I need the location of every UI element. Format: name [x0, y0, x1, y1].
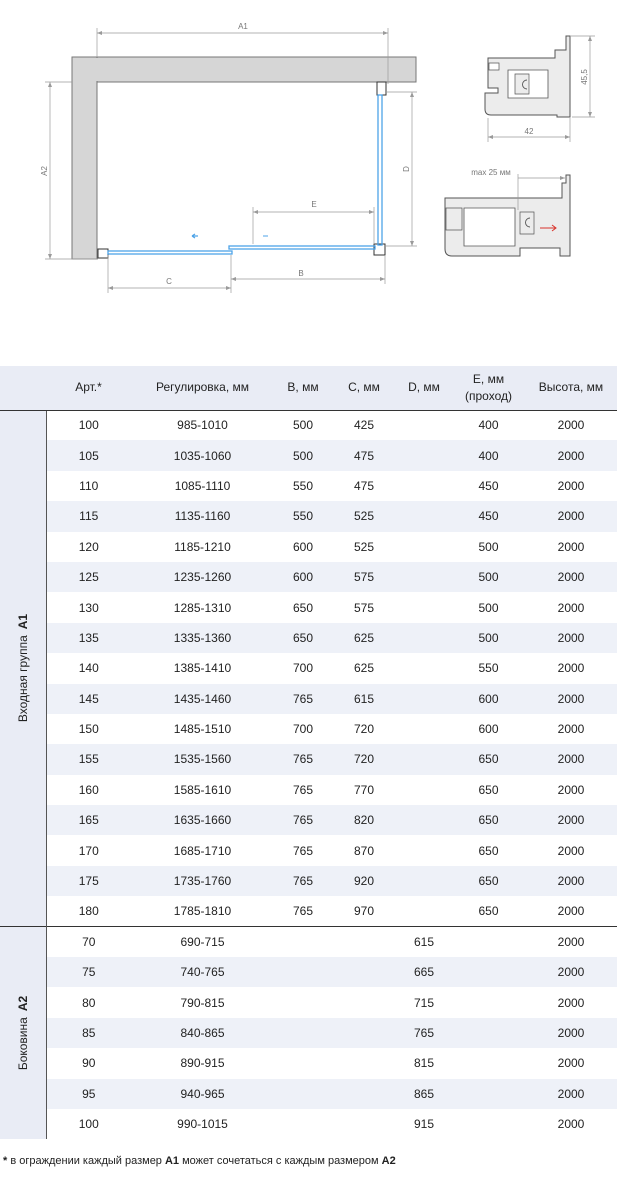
cell-b: 550 — [274, 501, 332, 531]
cell-adjust: 1235-1260 — [131, 562, 274, 592]
header-d: D, мм — [396, 366, 452, 410]
dim-a2-label: A2 — [40, 166, 49, 176]
cell-c: 575 — [353, 600, 375, 615]
cell-b: 550 — [292, 478, 314, 493]
cell-e: 650 — [478, 782, 499, 797]
cell-c: 475 — [332, 440, 396, 470]
cell-b: 700 — [292, 661, 314, 676]
cell-h: 2000 — [557, 418, 585, 433]
footnote-text-1: в ограждении каждый размер — [7, 1155, 165, 1167]
cell-art: 175 — [46, 866, 131, 896]
cell-b: 765 — [274, 684, 332, 714]
cell-adjust: 790-815 — [180, 995, 225, 1010]
table-row — [0, 1109, 617, 1139]
cell-h: 2000 — [525, 501, 617, 531]
cell-c: 970 — [353, 904, 375, 919]
cell-d — [396, 410, 452, 440]
cell-b: 600 — [292, 539, 314, 554]
cell-e: 650 — [452, 744, 525, 774]
cell-d: 865 — [396, 1079, 452, 1109]
cell-h: 2000 — [557, 904, 585, 919]
cell-art: 85 — [46, 1018, 131, 1048]
cell-c: 615 — [332, 684, 396, 714]
dim-b-label: B — [298, 269, 304, 278]
cell-c — [332, 1018, 396, 1048]
cell-d: 665 — [396, 957, 452, 987]
profile-width-label: 42 — [524, 127, 534, 136]
table-row — [0, 532, 617, 562]
group-label-a2 — [0, 927, 46, 1140]
glass-panels — [108, 95, 382, 254]
header-e-line2: (проход) — [465, 388, 512, 403]
cell-e: 600 — [478, 722, 499, 737]
cell-c: 525 — [353, 539, 375, 554]
dim-d-label: D — [402, 166, 411, 172]
cell-d: 715 — [413, 995, 435, 1010]
profile-height-label: 45,5 — [580, 69, 589, 85]
cell-e: 400 — [478, 418, 499, 433]
group-code: A1 — [15, 614, 30, 630]
cell-art: 150 — [78, 722, 99, 737]
cell-adjust: 890-915 — [180, 1056, 225, 1071]
table-row — [0, 987, 617, 1017]
profile-max-label: max 25 мм — [471, 168, 511, 177]
cell-e: 600 — [452, 684, 525, 714]
cell-art: 120 — [78, 539, 99, 554]
group-label-text — [16, 996, 30, 1070]
cell-adjust: 1535-1560 — [131, 744, 274, 774]
cell-b — [274, 1018, 332, 1048]
cell-b: 765 — [292, 904, 314, 919]
cell-e: 650 — [452, 805, 525, 835]
cell-b: 765 — [274, 744, 332, 774]
cell-d — [396, 805, 452, 835]
cell-h: 2000 — [525, 866, 617, 896]
cell-h: 2000 — [557, 1056, 585, 1071]
cell-c: 625 — [332, 623, 396, 653]
cell-e: 500 — [452, 623, 525, 653]
cell-c: 920 — [332, 866, 396, 896]
cell-adjust: 1285-1310 — [173, 600, 232, 615]
cell-b: 765 — [274, 805, 332, 835]
cell-art: 100 — [78, 418, 99, 433]
cell-d — [396, 744, 452, 774]
cell-art: 140 — [78, 661, 99, 676]
cell-c: 870 — [353, 843, 375, 858]
cell-c — [332, 1079, 396, 1109]
cell-e — [452, 1079, 525, 1109]
cell-h: 2000 — [525, 805, 617, 835]
cell-art: 135 — [46, 623, 131, 653]
group-label-text — [16, 614, 30, 722]
cell-e — [452, 1018, 525, 1048]
table-row — [0, 653, 617, 683]
table-row — [0, 562, 617, 592]
table-row — [0, 1048, 617, 1078]
cell-art: 165 — [46, 805, 131, 835]
cell-e: 650 — [452, 866, 525, 896]
header-e — [452, 366, 525, 410]
cell-adjust: 1035-1060 — [131, 440, 274, 470]
table-row — [0, 957, 617, 987]
header-b: B, мм — [274, 366, 332, 410]
cell-adjust: 1435-1460 — [131, 684, 274, 714]
header-c: C, мм — [332, 366, 396, 410]
table-row — [0, 410, 617, 440]
cell-adjust: 840-865 — [131, 1018, 274, 1048]
cell-h: 2000 — [557, 539, 585, 554]
cell-e — [452, 1109, 525, 1139]
cell-h: 2000 — [525, 957, 617, 987]
cell-e: 450 — [452, 501, 525, 531]
table-row — [0, 775, 617, 805]
cell-art: 95 — [46, 1079, 131, 1109]
header-group-cell — [0, 366, 46, 410]
cell-d — [396, 471, 452, 501]
cell-c: 820 — [332, 805, 396, 835]
cell-adjust: 1185-1210 — [174, 539, 231, 554]
table-row — [0, 744, 617, 774]
cell-art: 130 — [78, 600, 99, 615]
cell-c: 475 — [353, 478, 375, 493]
footnote — [3, 1155, 396, 1167]
cell-adjust: 940-965 — [131, 1079, 274, 1109]
cell-b: 765 — [292, 843, 314, 858]
cell-art: 105 — [46, 440, 131, 470]
cell-d: 765 — [396, 1018, 452, 1048]
cell-h: 2000 — [525, 440, 617, 470]
cell-adjust: 985-1010 — [177, 418, 228, 433]
cell-art: 180 — [78, 904, 99, 919]
table-row — [0, 471, 617, 501]
header-adjust: Регулировка, мм — [131, 366, 274, 410]
footnote-star: * — [3, 1155, 8, 1167]
cell-d — [396, 866, 452, 896]
table-row — [0, 623, 617, 653]
footnote-a2: A2 — [381, 1155, 396, 1167]
cell-b — [274, 1109, 332, 1139]
table-row — [0, 440, 617, 470]
cell-art: 160 — [78, 782, 99, 797]
cell-e: 450 — [478, 478, 499, 493]
top-right-fitting — [377, 82, 386, 95]
cell-h: 2000 — [557, 782, 585, 797]
cell-art: 70 — [46, 927, 131, 957]
cell-art: 90 — [82, 1056, 96, 1071]
cell-e: 500 — [478, 539, 499, 554]
cell-d — [396, 714, 452, 744]
cell-b: 500 — [274, 440, 332, 470]
group-name: Боковина — [15, 1017, 30, 1071]
cell-d — [396, 684, 452, 714]
cell-art: 80 — [82, 995, 96, 1010]
group-name: Входная группа — [15, 635, 30, 723]
profile-detail-top — [485, 36, 595, 142]
cell-c: 720 — [332, 744, 396, 774]
group-label-a1 — [0, 410, 46, 927]
cell-d — [396, 623, 452, 653]
cell-h: 2000 — [525, 684, 617, 714]
cell-d — [396, 440, 452, 470]
cell-adjust: 1785-1810 — [173, 904, 232, 919]
header-e-line1: E, мм — [472, 371, 505, 386]
table-row — [0, 927, 617, 957]
cell-h: 2000 — [525, 623, 617, 653]
cell-adjust: 1635-1660 — [131, 805, 274, 835]
cell-d: 815 — [413, 1056, 435, 1071]
cell-c — [332, 1109, 396, 1139]
wall-outline — [72, 57, 416, 259]
cell-c — [332, 987, 396, 1017]
table-row — [0, 896, 617, 926]
cell-c — [332, 957, 396, 987]
cell-art: 155 — [46, 744, 131, 774]
cell-b: 650 — [292, 600, 314, 615]
cell-adjust: 1735-1760 — [131, 866, 274, 896]
cell-d — [396, 896, 452, 926]
cell-c: 720 — [353, 722, 375, 737]
door-arrow-icon — [192, 234, 198, 238]
cell-h: 2000 — [557, 600, 585, 615]
cell-b: 500 — [292, 418, 314, 433]
cell-art: 115 — [46, 501, 131, 531]
cell-adjust: 990-1015 — [177, 1117, 228, 1132]
table-row — [0, 1079, 617, 1109]
cell-e: 500 — [452, 562, 525, 592]
table-row — [0, 592, 617, 622]
cell-adjust: 740-765 — [131, 957, 274, 987]
cell-e — [452, 957, 525, 987]
header-art: Арт.* — [46, 366, 131, 410]
cell-adjust: 1085-1110 — [174, 478, 231, 493]
cell-e — [452, 1048, 525, 1078]
dim-c-label: C — [166, 277, 172, 286]
cell-adjust: 1685-1710 — [173, 843, 232, 858]
cell-b — [274, 957, 332, 987]
cell-d — [396, 501, 452, 531]
cell-c: 625 — [353, 661, 375, 676]
cell-e: 650 — [478, 843, 499, 858]
cell-h: 2000 — [557, 661, 585, 676]
profile-detail-bottom — [445, 168, 570, 256]
table-row — [0, 805, 617, 835]
table-row — [0, 835, 617, 865]
dim-a1-label: A1 — [238, 22, 248, 31]
cell-b — [274, 1048, 332, 1078]
footnote-a1: A1 — [164, 1155, 180, 1167]
cell-h: 2000 — [557, 995, 585, 1010]
dim-e-label: E — [311, 200, 317, 209]
footnote-text-2: может сочетаться с каждым размером — [179, 1155, 382, 1167]
cell-b — [274, 1079, 332, 1109]
cell-art: 170 — [78, 843, 99, 858]
cell-d — [396, 562, 452, 592]
cell-h: 2000 — [557, 478, 585, 493]
cell-h: 2000 — [557, 1117, 585, 1132]
table-row — [0, 866, 617, 896]
cell-b — [274, 987, 332, 1017]
cell-d: 615 — [396, 927, 452, 957]
cell-d — [396, 653, 452, 683]
cell-c: 525 — [332, 501, 396, 531]
cell-adjust: 1385-1410 — [173, 661, 232, 676]
cell-art: 100 — [78, 1117, 99, 1132]
cell-e: 500 — [478, 600, 499, 615]
cell-art: 110 — [79, 478, 99, 493]
cell-h: 2000 — [557, 843, 585, 858]
table-row — [0, 684, 617, 714]
cell-b: 600 — [274, 562, 332, 592]
cell-d — [396, 835, 452, 865]
cell-adjust: 1585-1610 — [173, 782, 232, 797]
cell-b: 765 — [292, 782, 314, 797]
cell-adjust: 1335-1360 — [131, 623, 274, 653]
cell-d: 915 — [413, 1117, 435, 1132]
cell-b: 650 — [274, 623, 332, 653]
cell-adjust: 1135-1160 — [131, 501, 274, 531]
cell-c — [332, 927, 396, 957]
cell-h: 2000 — [525, 1018, 617, 1048]
header-height: Высота, мм — [525, 366, 617, 410]
table-row — [0, 1018, 617, 1048]
cell-h: 2000 — [525, 1079, 617, 1109]
cell-adjust: 1485-1510 — [173, 722, 232, 737]
table-row — [0, 501, 617, 531]
cell-b — [274, 927, 332, 957]
cell-art: 75 — [46, 957, 131, 987]
cell-h: 2000 — [525, 927, 617, 957]
cell-c — [332, 1048, 396, 1078]
cell-e — [452, 987, 525, 1017]
cell-e — [452, 927, 525, 957]
cell-h: 2000 — [525, 744, 617, 774]
cell-c: 770 — [353, 782, 375, 797]
cell-d — [396, 775, 452, 805]
shower-layout-diagram — [0, 0, 617, 330]
cell-b: 700 — [292, 722, 314, 737]
cell-d — [396, 532, 452, 562]
cell-h: 2000 — [557, 722, 585, 737]
cell-adjust: 690-715 — [131, 927, 274, 957]
cell-c: 575 — [332, 562, 396, 592]
table-row — [0, 714, 617, 744]
cell-d — [396, 592, 452, 622]
cell-e: 550 — [478, 661, 499, 676]
cell-e: 650 — [478, 904, 499, 919]
cell-art: 145 — [46, 684, 131, 714]
group-code: A2 — [15, 996, 30, 1012]
cell-c: 425 — [353, 418, 375, 433]
bottom-left-fitting — [98, 249, 108, 258]
cell-art: 125 — [46, 562, 131, 592]
cell-h: 2000 — [525, 562, 617, 592]
table-header-row — [0, 366, 617, 410]
cell-e: 400 — [452, 440, 525, 470]
size-spec-table — [0, 366, 617, 1139]
cell-b: 765 — [274, 866, 332, 896]
